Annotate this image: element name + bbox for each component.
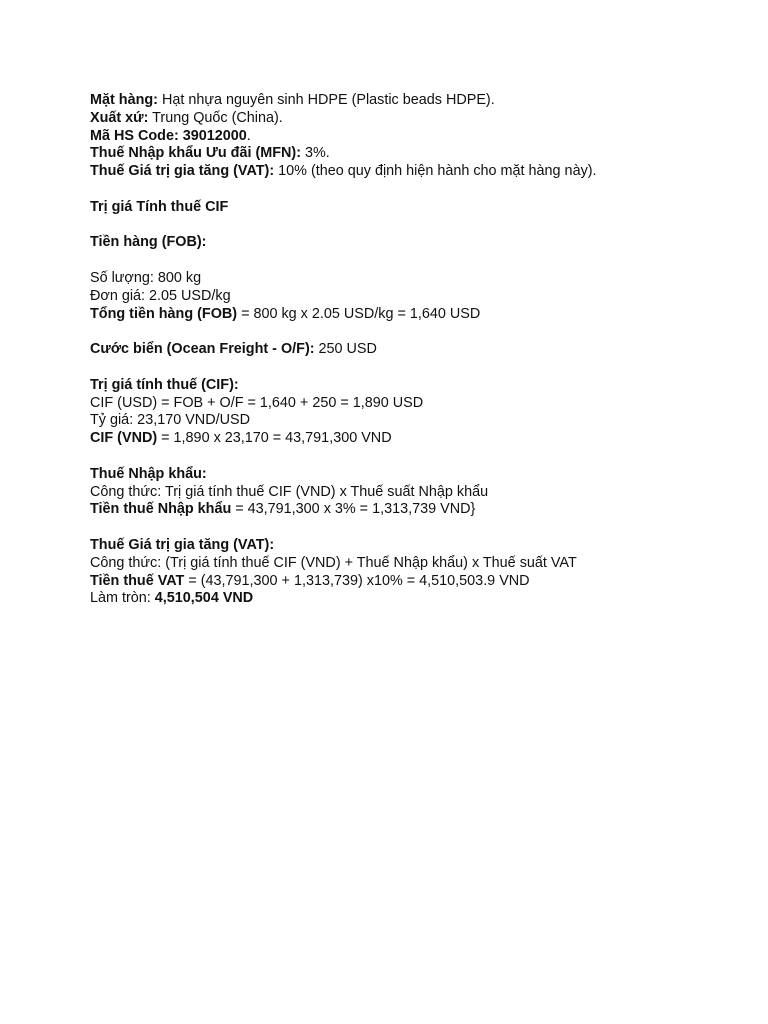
vat-rounded-value: 4,510,504 VND bbox=[154, 590, 254, 607]
import-duty-amount-label: Tiền thuế Nhập khẩu bbox=[90, 501, 232, 518]
spacer bbox=[90, 448, 750, 466]
vat-amount-line bbox=[90, 573, 750, 591]
vat-amount-label: Tiền thuế VAT bbox=[90, 572, 185, 589]
freight-label: Cước biển (Ocean Freight - O/F): bbox=[90, 341, 315, 358]
vat-rate-value: 10% (theo quy định hiện hành cho mặt hàng này). bbox=[274, 163, 597, 180]
product-line bbox=[90, 92, 750, 110]
fob-total-label: Tổng tiền hàng (FOB) bbox=[90, 305, 238, 322]
spacer bbox=[90, 323, 750, 341]
cif-usd-formula: CIF (USD) = FOB + O/F = 1,640 + 250 = 1,890 USD bbox=[90, 394, 424, 411]
fob-title: Tiền hàng (FOB): bbox=[90, 234, 207, 251]
vat-amount-value: = (43,791,300 + 1,313,739) x10% = 4,510,503.9 VND bbox=[184, 572, 530, 589]
freight-value: 250 USD bbox=[314, 341, 377, 358]
spacer bbox=[90, 217, 750, 235]
hs-code-suffix: . bbox=[246, 127, 251, 144]
cif-title: Trị giá tính thuế (CIF): bbox=[90, 376, 239, 393]
import-duty-amount-line bbox=[90, 501, 750, 519]
vat-rounded-label: Làm tròn: bbox=[90, 590, 155, 607]
origin-label: Xuất xứ: bbox=[90, 109, 149, 126]
vat-rounded-line bbox=[90, 590, 750, 608]
import-duty-amount-value: = 43,791,300 x 3% = 1,313,739 VND} bbox=[231, 501, 476, 518]
cif-vnd-label: CIF (VND) bbox=[90, 430, 158, 447]
vat-title: Thuế Giá trị gia tăng (VAT): bbox=[90, 536, 275, 553]
hs-code-label: Mã HS Code: 39012000 bbox=[90, 127, 247, 144]
import-duty-formula: Công thức: Trị giá tính thuế CIF (VND) x Thuế suất Nhập khẩu bbox=[90, 483, 489, 500]
fob-unit-price: Đơn giá: 2.05 USD/kg bbox=[90, 287, 231, 304]
origin-value: Trung Quốc (China). bbox=[148, 109, 283, 126]
product-label: Mặt hàng: bbox=[90, 92, 158, 108]
spacer bbox=[90, 181, 750, 199]
cif-vnd-line bbox=[90, 430, 750, 448]
import-duty-rate-value: 3%. bbox=[301, 145, 330, 162]
import-duty-rate-line bbox=[90, 145, 750, 163]
cif-section-title: Trị giá Tính thuế CIF bbox=[90, 198, 229, 215]
fob-quantity: Số lượng: 800 kg bbox=[90, 269, 202, 286]
fob-total-line bbox=[90, 306, 750, 324]
cif-vnd-value: = 1,890 x 23,170 = 43,791,300 VND bbox=[157, 430, 392, 447]
document-body bbox=[90, 92, 750, 608]
import-duty-title: Thuế Nhập khẩu: bbox=[90, 465, 207, 482]
spacer bbox=[90, 359, 750, 377]
origin-line bbox=[90, 110, 750, 128]
vat-rate-line bbox=[90, 163, 750, 181]
freight-line bbox=[90, 341, 750, 359]
spacer bbox=[90, 519, 750, 537]
exchange-rate: Tỷ giá: 23,170 VND/USD bbox=[90, 412, 250, 429]
hs-code-line bbox=[90, 128, 750, 146]
spacer bbox=[90, 252, 750, 270]
import-duty-rate-label: Thuế Nhập khẩu Ưu đãi (MFN): bbox=[90, 145, 301, 162]
vat-formula: Công thức: (Trị giá tính thuế CIF (VND) + Thuế Nhập khẩu) x Thuế suất VAT bbox=[90, 554, 577, 571]
vat-rate-label: Thuế Giá trị gia tăng (VAT): bbox=[90, 163, 275, 180]
product-value: Hạt nhựa nguyên sinh HDPE (Plastic beads HDPE). bbox=[157, 92, 495, 108]
fob-total-value: = 800 kg x 2.05 USD/kg = 1,640 USD bbox=[237, 305, 481, 322]
